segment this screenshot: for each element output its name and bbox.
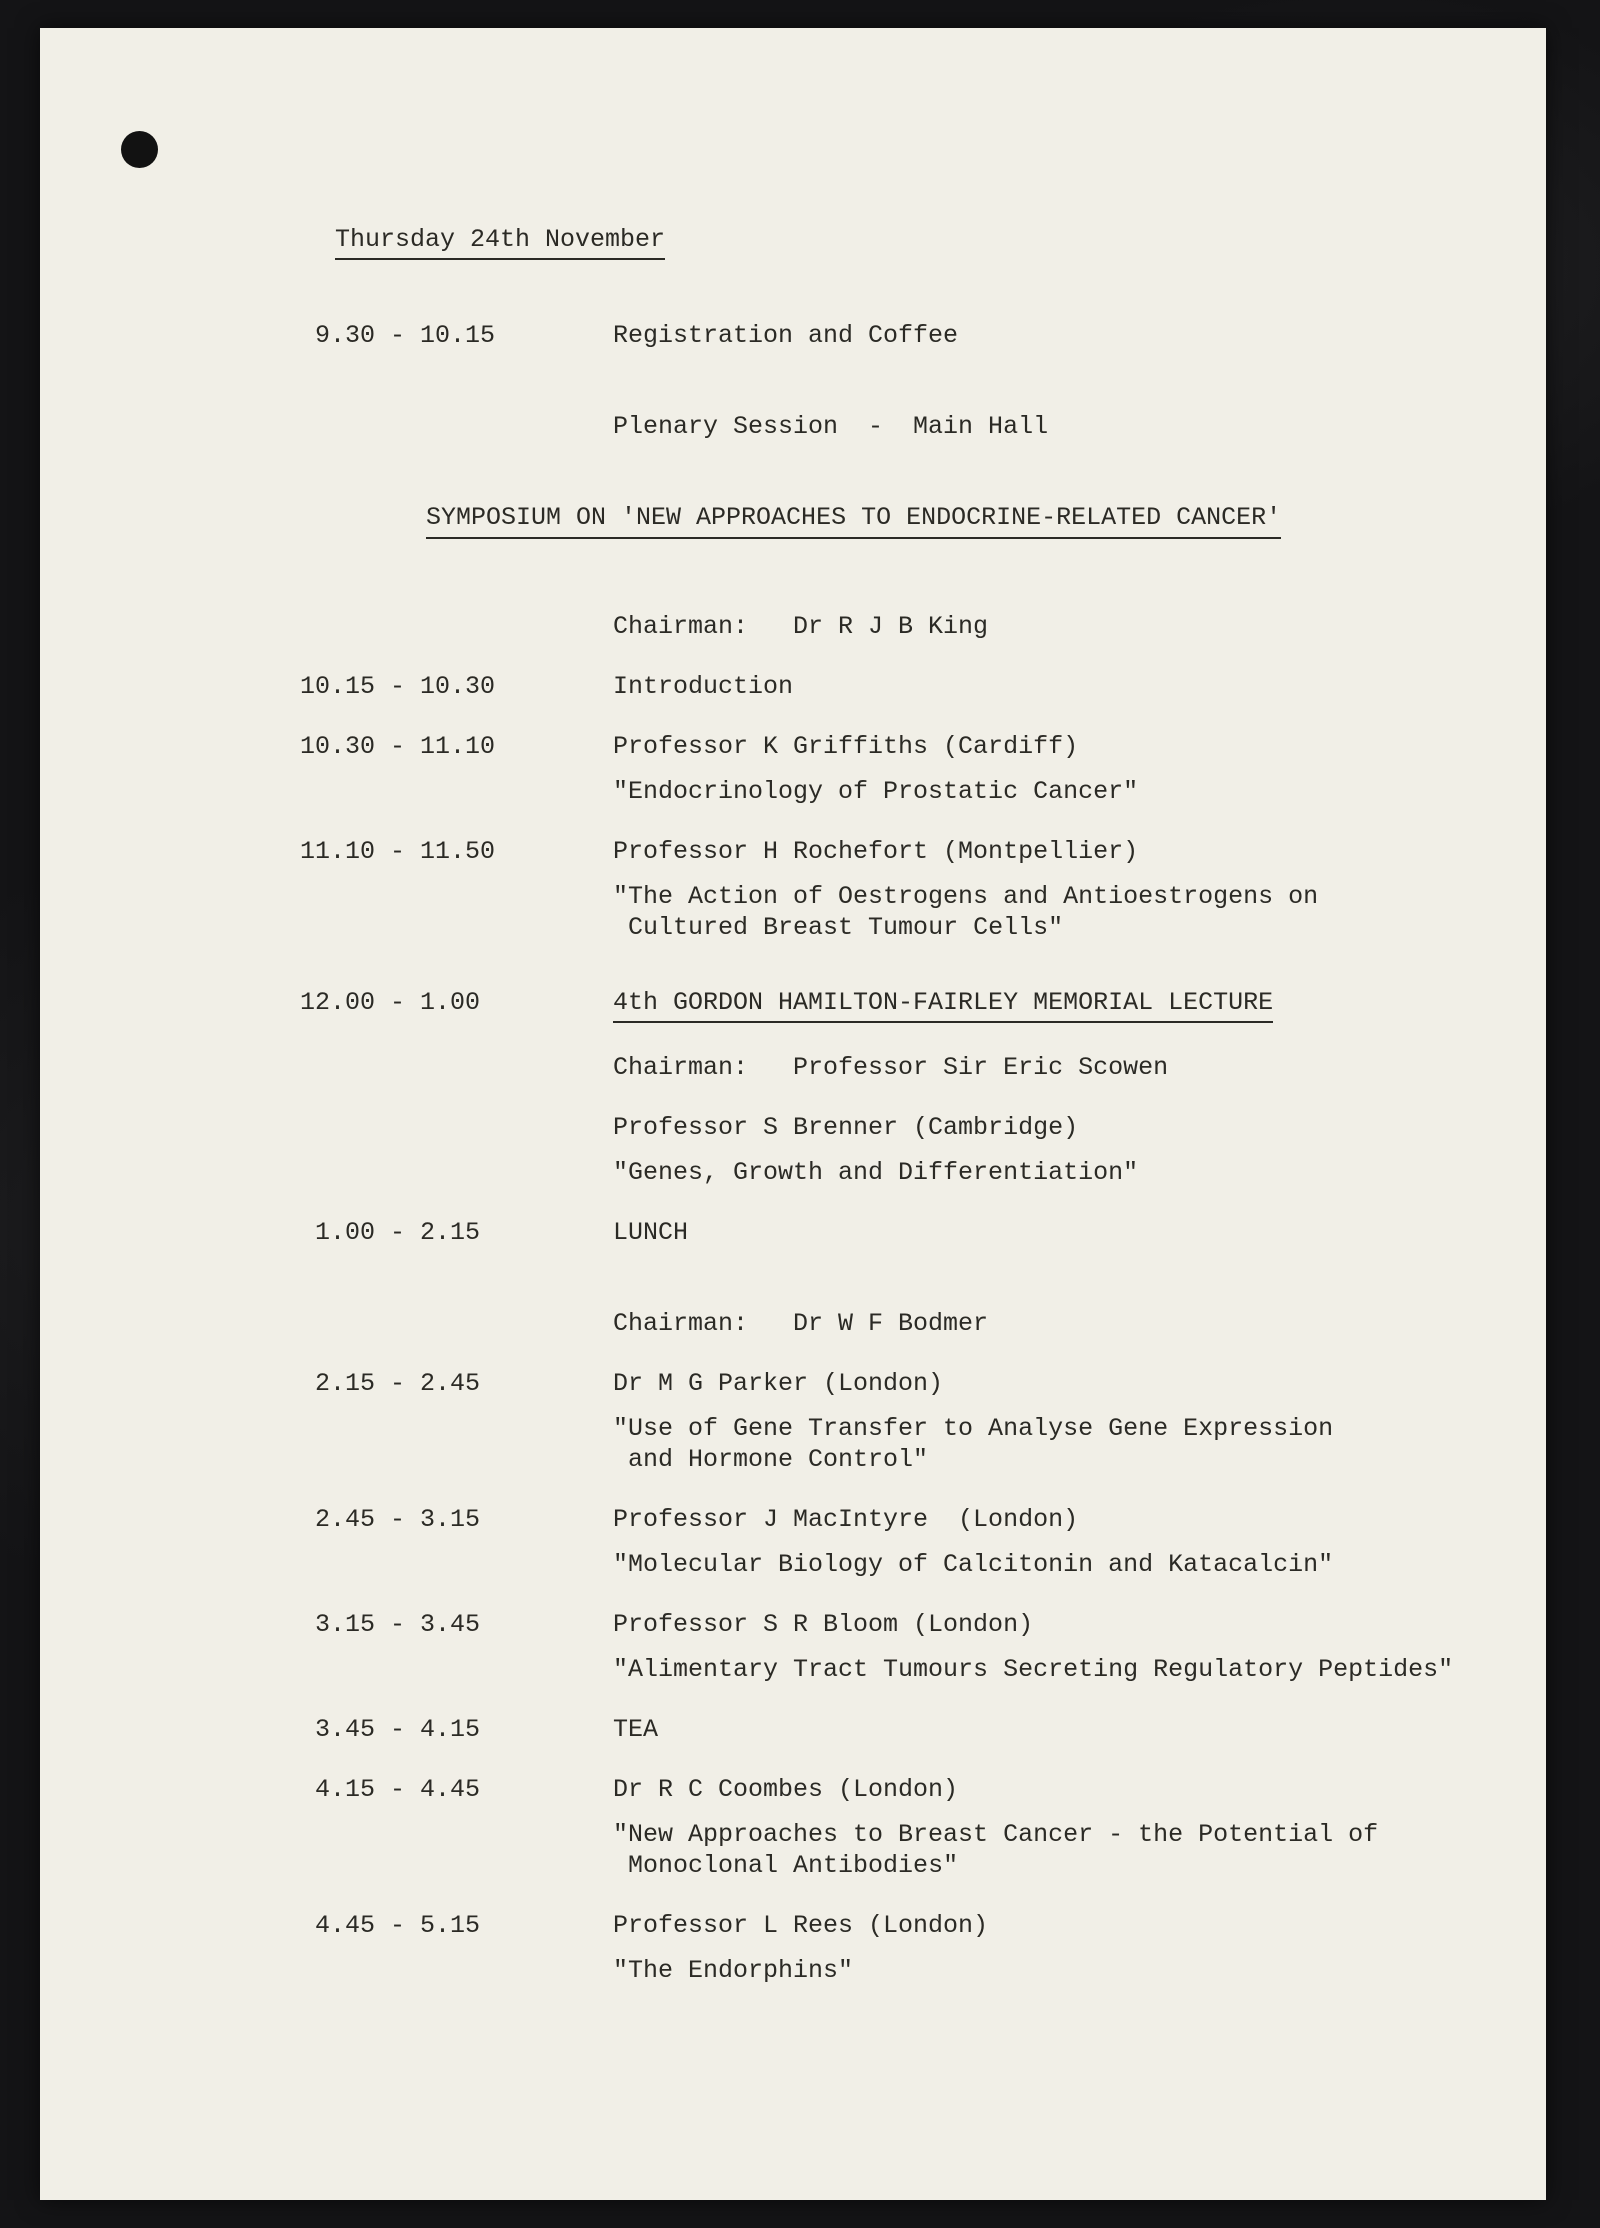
schedule-text: "The Action of Oestrogens and Antioestrogens on [613,882,1319,911]
schedule-text: LUNCH [613,1218,689,1247]
time-label: 9.30 - 10.15 [300,321,496,350]
schedule-text: TEA [613,1715,659,1744]
schedule-text: Chairman: Dr R J B King [613,612,989,641]
lecture-title: 4th GORDON HAMILTON-FAIRLEY MEMORIAL LECTURE [613,987,1273,1023]
section-heading: SYMPOSIUM ON 'NEW APPROACHES TO ENDOCRINE-RELATED CANCER' [426,502,1281,539]
schedule-text: Cultured Breast Tumour Cells" [613,913,1064,942]
schedule-text: Chairman: Professor Sir Eric Scowen [613,1053,1169,1082]
row-lines [613,1910,1506,1986]
row-lines [613,1112,1506,1188]
schedule-row [300,1774,1506,1881]
schedule-text: Professor S R Bloom (London) [613,1610,1034,1639]
hole-punch-icon [121,131,158,168]
schedule-row [300,1609,1506,1685]
document-page [40,28,1546,2200]
row-lines [613,1774,1506,1881]
time-label [300,411,613,442]
time-label: 11.10 - 11.50 [300,837,496,866]
row-lines [613,411,1506,442]
schedule-text: "Endocrinology of Prostatic Cancer" [613,777,1139,806]
schedule-text: "New Approaches to Breast Cancer - the Potential of [613,1820,1379,1849]
schedule-text: Monoclonal Antibodies" [613,1851,959,1880]
schedule-row [300,320,1506,351]
schedule-row [300,1910,1506,1986]
time-label [300,1112,613,1188]
schedule-text: Professor H Rochefort (Montpellier) [613,837,1139,866]
schedule-text: Dr M G Parker (London) [613,1369,944,1398]
schedule-text: and Hormone Control" [613,1445,929,1474]
schedule-text: Chairman: Dr W F Bodmer [613,1309,989,1338]
schedule-text: "Use of Gene Transfer to Analyse Gene Expression [613,1414,1334,1443]
time-label: 3.45 - 4.15 [300,1715,481,1744]
schedule-text: "Alimentary Tract Tumours Secreting Regulatory Peptides" [613,1655,1454,1684]
schedule-row [300,671,1506,702]
time-label: 3.15 - 3.45 [300,1610,481,1639]
row-lines [613,1217,1506,1248]
time-label: 4.15 - 4.45 [300,1775,481,1804]
page-title-row [300,224,1506,260]
schedule-row [300,1504,1506,1580]
schedule-row [300,836,1506,943]
row-lines [613,987,1506,1023]
time-label [300,611,613,642]
schedule-row [300,411,1506,442]
schedule-row [300,611,1506,642]
time-label: 4.45 - 5.15 [300,1911,481,1940]
row-lines [613,1504,1506,1580]
time-label [300,1052,613,1083]
row-lines [613,1052,1506,1083]
schedule-text: "The Endorphins" [613,1956,854,1985]
time-label: 1.00 - 2.15 [300,1218,481,1247]
schedule-row [300,1052,1506,1083]
row-lines [613,1368,1506,1475]
schedule-row [300,1714,1506,1745]
schedule-row [300,1368,1506,1475]
row-lines [613,671,1506,702]
schedule-text: "Molecular Biology of Calcitonin and Katacalcin" [613,1550,1334,1579]
schedule-text: Introduction [613,672,794,701]
schedule-row [300,987,1506,1023]
row-lines [613,1714,1506,1745]
schedule-text: Dr R C Coombes (London) [613,1775,959,1804]
page-title: Thursday 24th November [335,224,665,260]
time-label: 10.30 - 11.10 [300,732,496,761]
time-label [300,1308,613,1339]
schedule [300,320,1506,1986]
schedule-text: Professor L Rees (London) [613,1911,989,1940]
schedule-row [300,1217,1506,1248]
schedule-row [300,1308,1506,1339]
section-heading-block [300,502,1506,539]
row-lines [613,1609,1506,1685]
row-lines [613,836,1506,943]
row-lines [613,320,1506,351]
schedule-text: Professor K Griffiths (Cardiff) [613,732,1079,761]
document-content [300,224,1506,1986]
schedule-text: Plenary Session - Main Hall [613,412,1049,441]
schedule-text: Professor S Brenner (Cambridge) [613,1113,1079,1142]
schedule-row [300,731,1506,807]
time-label: 2.15 - 2.45 [300,1369,481,1398]
row-lines [613,611,1506,642]
schedule-text: Professor J MacIntyre (London) [613,1505,1079,1534]
schedule-text: Registration and Coffee [613,321,959,350]
schedule-text: "Genes, Growth and Differentiation" [613,1158,1139,1187]
time-label: 12.00 - 1.00 [300,988,481,1017]
schedule-row [300,1112,1506,1188]
time-label: 10.15 - 10.30 [300,672,496,701]
time-label: 2.45 - 3.15 [300,1505,481,1534]
row-lines [613,731,1506,807]
row-lines [613,1308,1506,1339]
